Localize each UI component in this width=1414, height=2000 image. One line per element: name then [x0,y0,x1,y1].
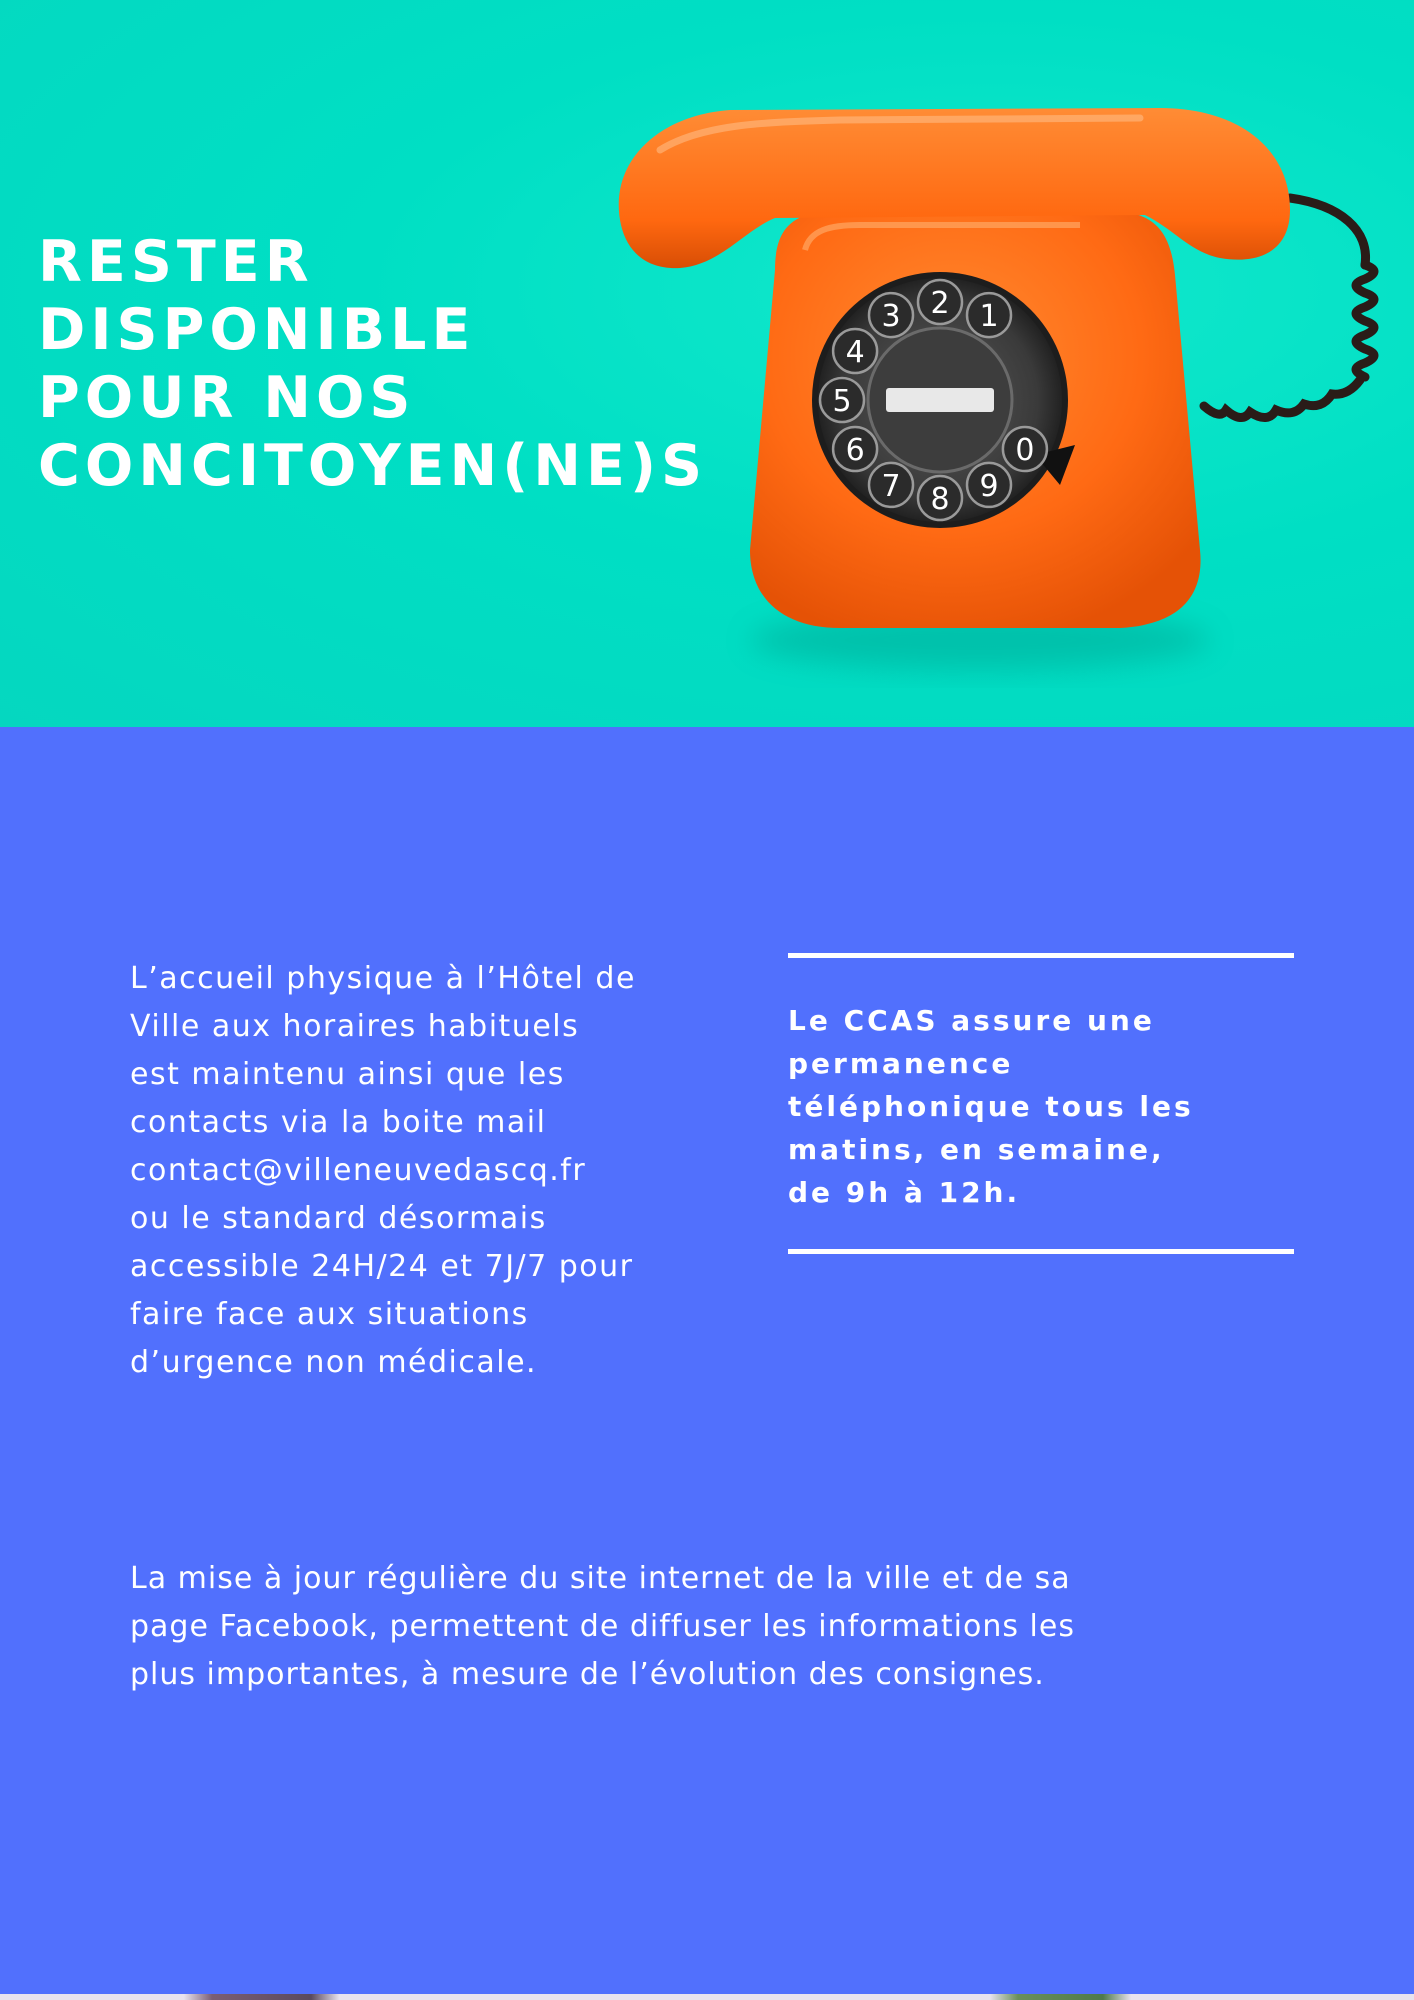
callout-line: matins, en semaine, [788,1133,1165,1166]
website-paragraph [130,1555,1310,1699]
paragraph-line: Ville aux horaires habituels [130,1009,580,1044]
hero-title-line: DISPONIBLE [38,297,476,363]
callout-text [788,999,1194,1214]
paragraph-line: contacts via la boite mail [130,1105,547,1140]
callout-line: téléphonique tous les [788,1090,1194,1123]
next-page-edge [0,1994,1414,2000]
paragraph-line: plus importantes, à mesure de l’évolution des consignes. [130,1657,1045,1692]
divider-top [788,953,1294,958]
dial-digit: 6 [845,433,865,468]
dial-digit: 9 [979,468,999,504]
paragraph-line: est maintenu ainsi que les [130,1057,565,1092]
callout-line: Le CCAS assure une [788,1004,1155,1037]
info-section [0,727,1414,2000]
callout-line: de 9h à 12h. [788,1176,1021,1209]
dial-digit: 0 [1015,433,1035,468]
paragraph-line: d’urgence non médicale. [130,1345,538,1380]
paragraph-line: La mise à jour régulière du site internet de la ville et de sa [130,1561,1071,1596]
hero-banner [0,0,1414,727]
paragraph-line: ou le standard désormais [130,1201,547,1236]
dial-digit: 2 [930,286,950,321]
paragraph-line: faire face aux situations [130,1297,529,1332]
paragraph-line: L’accueil physique à l’Hôtel de [130,961,636,996]
dial-digit: 5 [832,384,852,419]
dial-digit: 7 [881,468,901,504]
dial-digit: 8 [930,482,950,517]
email-address: contact@villeneuvedascq.fr [130,1153,587,1188]
hero-title-line: POUR NOS [38,365,416,431]
ccas-callout [788,953,1294,1253]
dial-digit: 1 [979,299,999,335]
dial-digit: 4 [845,335,865,370]
hero-title-line: RESTER [38,229,314,295]
paragraph-line: page Facebook, permettent de diffuser les informations les [130,1609,1075,1644]
paragraph-line: accessible 24H/24 et 7J/7 pour [130,1249,634,1284]
dial-digit: 3 [881,299,901,335]
divider-bottom [788,1249,1294,1254]
callout-line: permanence [788,1047,1014,1080]
reception-paragraph [130,955,700,1387]
rotary-telephone-image [600,80,1380,700]
hero-title-line: CONCITOYEN(NE)S [38,433,708,499]
